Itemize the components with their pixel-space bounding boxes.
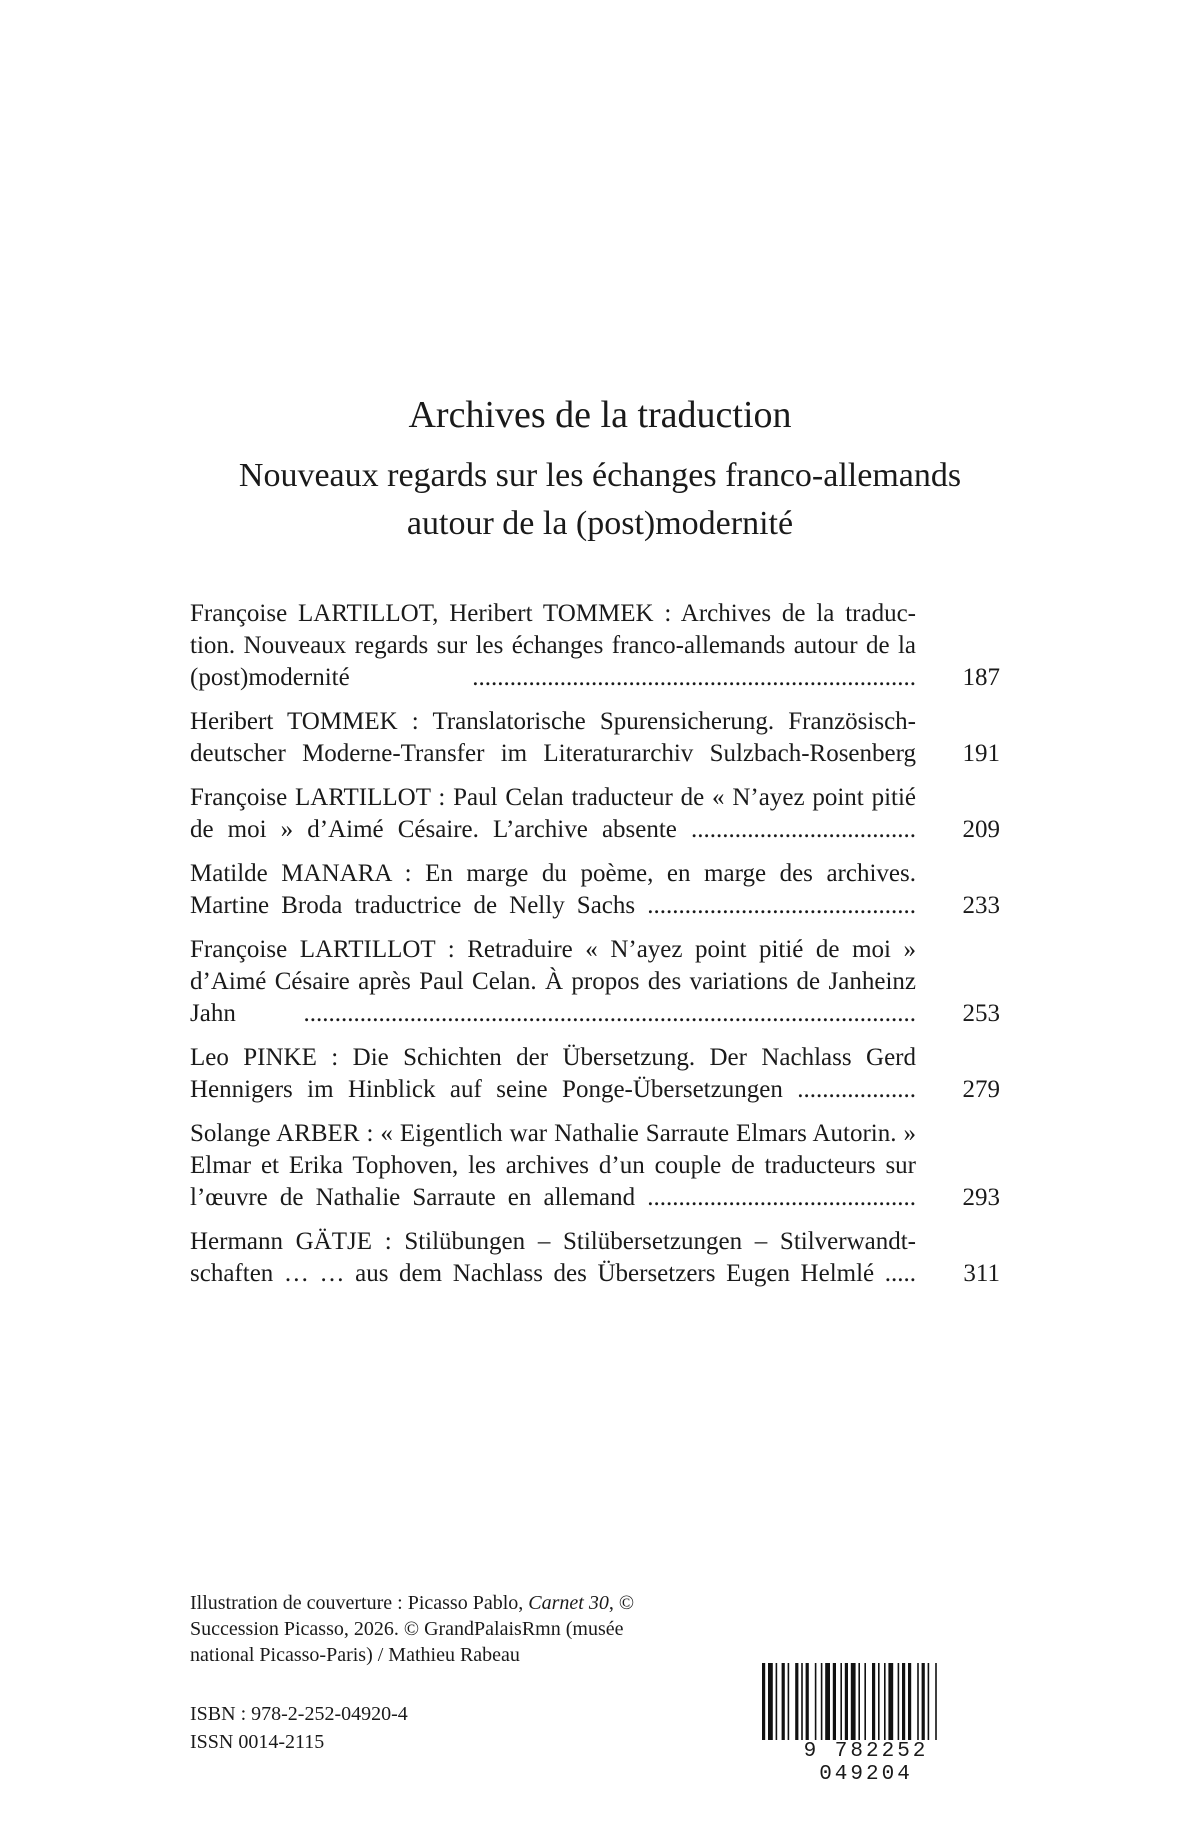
toc-entry-text: Matilde MANARA : En marge du poème, en marge des archives. Martine Broda traductrice de Nelly Sachs ........................................... <box>190 860 916 919</box>
toc-entry-page: 187 <box>962 664 1000 691</box>
toc-entry-text: Françoise LARTILLOT : Retraduire « N’ayez point pitié de moi » d’Aimé Césaire après Paul Celan. À propos des variations de Janheinz Jahn .................................................................................................. <box>190 936 916 1027</box>
isbn: ISBN : 978-2-252-04920-4 <box>190 1703 408 1725</box>
book-subtitle <box>0 452 1200 548</box>
toc-entry-text: Heribert TOMMEK : Translatorische Spurensicherung. Französisch-deutscher Moderne-Transfer im Literaturarchiv Sulzbach-Rosenberg <box>190 708 916 767</box>
toc-entry-page: 279 <box>962 1076 1000 1103</box>
issn: ISSN 0014-2115 <box>190 1731 325 1753</box>
toc-entry <box>190 782 1000 846</box>
toc-entry-text: Leo PINKE : Die Schichten der Übersetzung. Der Nachlass Gerd Hennigers im Hinblick auf seine Ponge-Übersetzungen ................... <box>190 1044 916 1103</box>
credits-suffix: , © Succession Picasso, 2026. © GrandPalaisRmn (musée national Picasso-Paris) / Mathieu Rabeau <box>190 1592 635 1666</box>
subtitle-line-2: autour de la (post)modernité <box>406 505 794 542</box>
toc-entry <box>190 934 1000 1030</box>
toc-entry-text: Françoise LARTILLOT, Heribert TOMMEK : Archives de la traduc-tion. Nouveaux regards sur les échanges franco-allemands autour de la (post)modernité ....................................................................... <box>190 600 916 691</box>
toc-entry-page: 233 <box>962 892 1000 919</box>
toc-entry <box>190 598 1000 694</box>
toc-entry-text: Hermann GÄTJE : Stilübungen – Stilübersetzungen – Stilverwandt-schaften … … aus dem Nachlass des Übersetzers Eugen Helmlé ..... <box>190 1228 916 1287</box>
toc-entry <box>190 1118 1000 1214</box>
toc-entry-page: 209 <box>962 816 1000 843</box>
cover-illustration-credits <box>190 1590 670 1668</box>
toc-entry <box>190 706 1000 770</box>
toc-entry <box>190 858 1000 922</box>
credits-prefix: Illustration de couverture : Picasso Pablo, <box>190 1592 529 1614</box>
subtitle-line-1: Nouveaux regards sur les échanges franco-allemands <box>238 457 962 494</box>
toc-entry-page: 191 <box>962 740 1000 767</box>
toc-entry-page: 293 <box>962 1184 1000 1211</box>
book-title: Archives de la traduction <box>408 394 792 436</box>
table-of-contents <box>190 598 1000 1302</box>
toc-entry-page: 311 <box>963 1260 1000 1287</box>
toc-entry <box>190 1042 1000 1106</box>
toc-entry-text: Solange ARBER : « Eigentlich war Nathalie Sarraute Elmars Autorin. » Elmar et Erika Tophoven, les archives d’un couple de traducteurs sur l’œuvre de Nathalie Sarraute en allemand ........................................... <box>190 1120 916 1211</box>
title-block <box>0 388 1200 548</box>
credits-work-title: Carnet 30 <box>528 1592 609 1614</box>
toc-entry-page: 253 <box>962 1000 1000 1027</box>
toc-entry-text: Françoise LARTILLOT : Paul Celan traducteur de « N’ayez point pitié de moi » d’Aimé Césaire. L’archive absente .................................... <box>190 784 916 843</box>
identifiers <box>190 1700 408 1756</box>
barcode-digits: 9 782252 049204 <box>750 1740 982 1786</box>
toc-entry <box>190 1226 1000 1290</box>
